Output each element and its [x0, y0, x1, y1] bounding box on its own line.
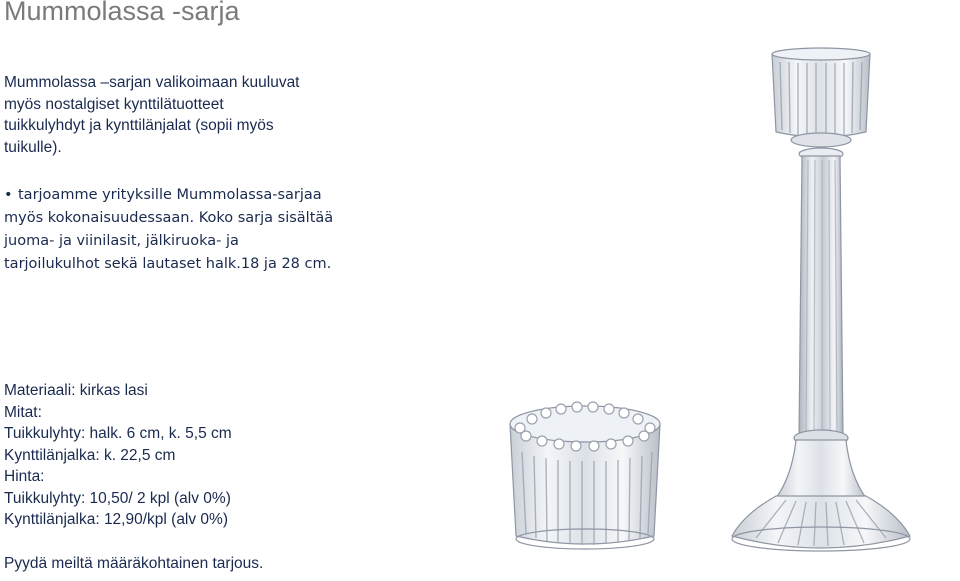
bullet-line: tarjoilukulhot sekä lautaset halk.18 ja 28 cm. — [4, 256, 332, 272]
product-photo — [496, 36, 960, 581]
dimensions-heading: Mitat: — [4, 403, 42, 421]
bullet-line: juoma- ja viinilasit, jälkiruoka- ja — [4, 233, 239, 249]
candlestick-price: Kynttilänjalka: 12,90/kpl (alv 0%) — [4, 511, 229, 528]
bullet-line: tarjoamme yrityksille Mummolassa-sarjaa — [18, 187, 322, 203]
intro-line: myös nostalgiset kynttilätuotteet — [4, 95, 224, 113]
bullet-icon: • — [4, 187, 13, 203]
intro-line: tuikulle). — [4, 138, 62, 156]
tealight-holder-image — [510, 402, 660, 549]
price-heading: Hinta: — [4, 468, 45, 485]
page-title: Mummolassa -sarja — [4, 0, 240, 26]
candlestick-image — [732, 48, 910, 551]
intro-line: Mummolassa –sarjan valikoimaan kuuluvat — [4, 74, 300, 91]
candlestick-size: Kynttilänjalka: k. 22,5 cm — [4, 446, 176, 464]
intro-line: tuikkulyhdyt ja kynttilänjalat (sopii myös — [4, 117, 274, 134]
tealight-price: Tuikkulyhty: 10,50/ 2 kpl (alv 0%) — [4, 489, 231, 507]
product-specs — [4, 380, 232, 531]
bullet-point — [4, 184, 404, 276]
material-text: Materiaali: kirkas lasi — [4, 382, 148, 399]
tealight-size: Tuikkulyhty: halk. 6 cm, k. 5,5 cm — [4, 425, 232, 442]
intro-paragraph — [4, 72, 384, 158]
bullet-line: myös kokonaisuudessaan. Koko sarja sisältää — [4, 210, 334, 226]
call-to-action: Pyydä meiltä määräkohtainen tarjous. — [4, 555, 264, 572]
